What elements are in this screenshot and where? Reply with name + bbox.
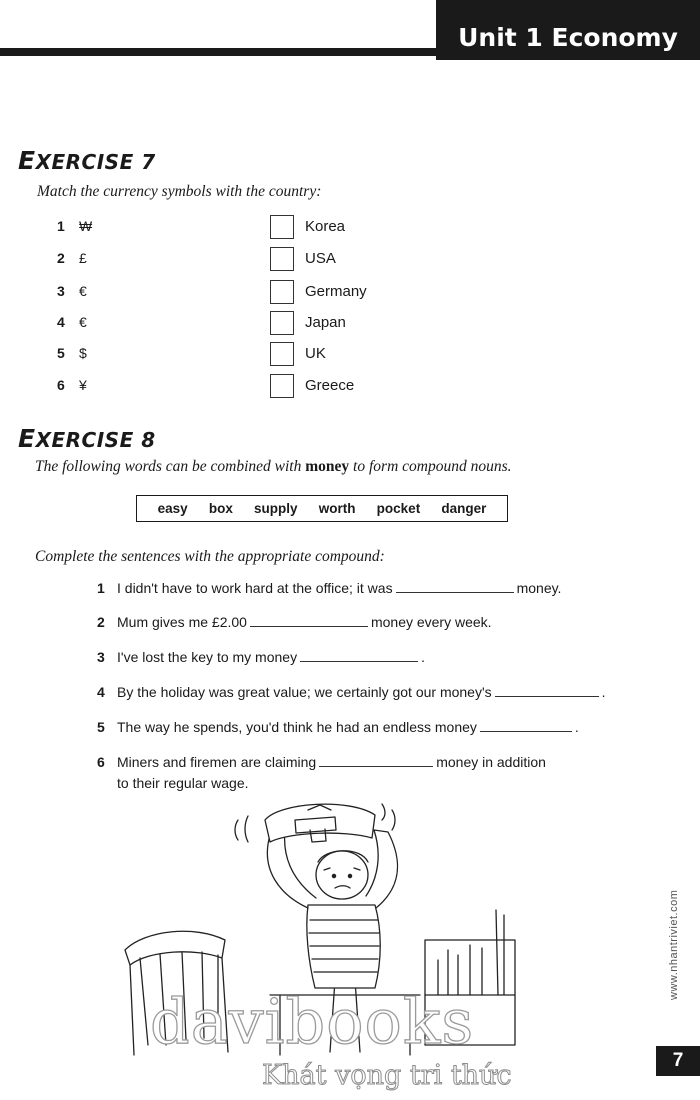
word-bank-item: danger [441,501,487,516]
currency-symbol: € [79,283,87,299]
sentence-text [117,682,637,703]
answer-checkbox[interactable] [270,247,294,271]
item-number: 2 [57,250,65,266]
sentence-after: money in addition [436,754,546,770]
watermark-tagline: Khát vọng tri thức [262,1060,512,1091]
page-number: 7 [672,1050,684,1071]
instruction-text: to form compound nouns. [349,458,512,475]
answer-blank[interactable] [396,579,514,593]
word-bank-item: easy [157,501,188,516]
item-number: 5 [57,345,65,361]
exercise-8-title-initial: E [18,424,36,453]
currency-symbol: $ [79,345,87,361]
header-rule [0,48,440,56]
sentence-text [117,717,637,738]
instruction-text: The following words can be combined with [35,458,306,475]
answer-checkbox[interactable] [270,280,294,304]
answer-blank[interactable] [250,613,368,627]
answer-checkbox[interactable] [270,342,294,366]
sentence-before: I didn't have to work hard at the office; it was [117,580,393,596]
sentence-after: money. [516,580,562,596]
sentence-text [117,752,637,794]
sentence-number: 4 [97,684,105,700]
currency-symbol: £ [79,250,87,266]
exercise-7-title [18,146,156,175]
country-label: Japan [305,314,346,331]
country-label: Korea [305,218,346,235]
country-label: USA [305,250,336,267]
sentence-after: . [574,719,579,735]
country-label: UK [305,345,326,362]
sentence-after: money every week. [370,614,492,630]
answer-blank[interactable] [319,753,433,767]
exercise-8-title [18,424,156,453]
sentence-text [117,612,637,633]
sentence-before: I've lost the key to my money [117,649,298,665]
sentence-after: . [601,684,606,700]
sentence-before: Miners and firemen are claiming [117,754,317,770]
exercise-8-title-rest: XERCISE 8 [35,428,156,452]
sentence-continuation: to their regular wage. [117,775,249,791]
match-row [57,215,417,241]
answer-checkbox[interactable] [270,311,294,335]
sentence-after: . [421,649,425,665]
sentence-text [117,578,637,599]
item-number: 3 [57,283,65,299]
match-row [57,374,417,400]
answer-blank[interactable] [480,718,572,732]
unit-header [436,0,700,60]
item-number: 1 [57,218,65,234]
word-bank-item: worth [318,501,356,516]
keyword-money: money [305,458,350,475]
match-row [57,280,417,306]
match-row [57,311,417,337]
answer-blank[interactable] [495,683,599,697]
sentence-number: 6 [97,754,105,770]
sentence-number: 3 [97,649,105,665]
exercise-8-instruction [35,458,512,476]
country-label: Germany [305,283,367,300]
page-number-badge [656,1046,700,1076]
answer-checkbox[interactable] [270,215,294,239]
complete-instruction: Complete the sentences with the appropriate compound: [35,548,385,565]
exercise-7-instruction: Match the currency symbols with the country: [37,183,322,200]
sentence-before: Mum gives me £2.00 [117,614,247,630]
word-bank-item: box [208,501,233,516]
publisher-url: www.nhantriviet.com [668,889,680,1000]
match-row [57,342,417,368]
answer-checkbox[interactable] [270,374,294,398]
sentence-before: The way he spends, you'd think he had an endless money [117,719,477,735]
exercise-7-title-initial: E [18,146,36,175]
answer-blank[interactable] [300,648,418,662]
currency-symbol: ¥ [79,377,87,393]
word-bank-item: pocket [376,501,421,516]
sentence-number: 1 [97,580,105,596]
item-number: 6 [57,377,65,393]
sentence-text [117,647,637,668]
sentence-before: By the holiday was great value; we certainly got our money's [117,684,492,700]
currency-symbol: ₩ [79,218,93,234]
word-bank [136,495,508,522]
unit-title: Unit 1 Economy [458,22,678,52]
exercise-7-title-rest: XERCISE 7 [35,150,156,174]
item-number: 4 [57,314,65,330]
sentence-number: 5 [97,719,105,735]
davibooks-watermark-logo: davibooks [150,985,475,1058]
match-row [57,247,417,273]
sentence-number: 2 [97,614,105,630]
country-label: Greece [305,377,355,394]
word-bank-item: supply [254,501,298,516]
currency-symbol: € [79,314,87,330]
